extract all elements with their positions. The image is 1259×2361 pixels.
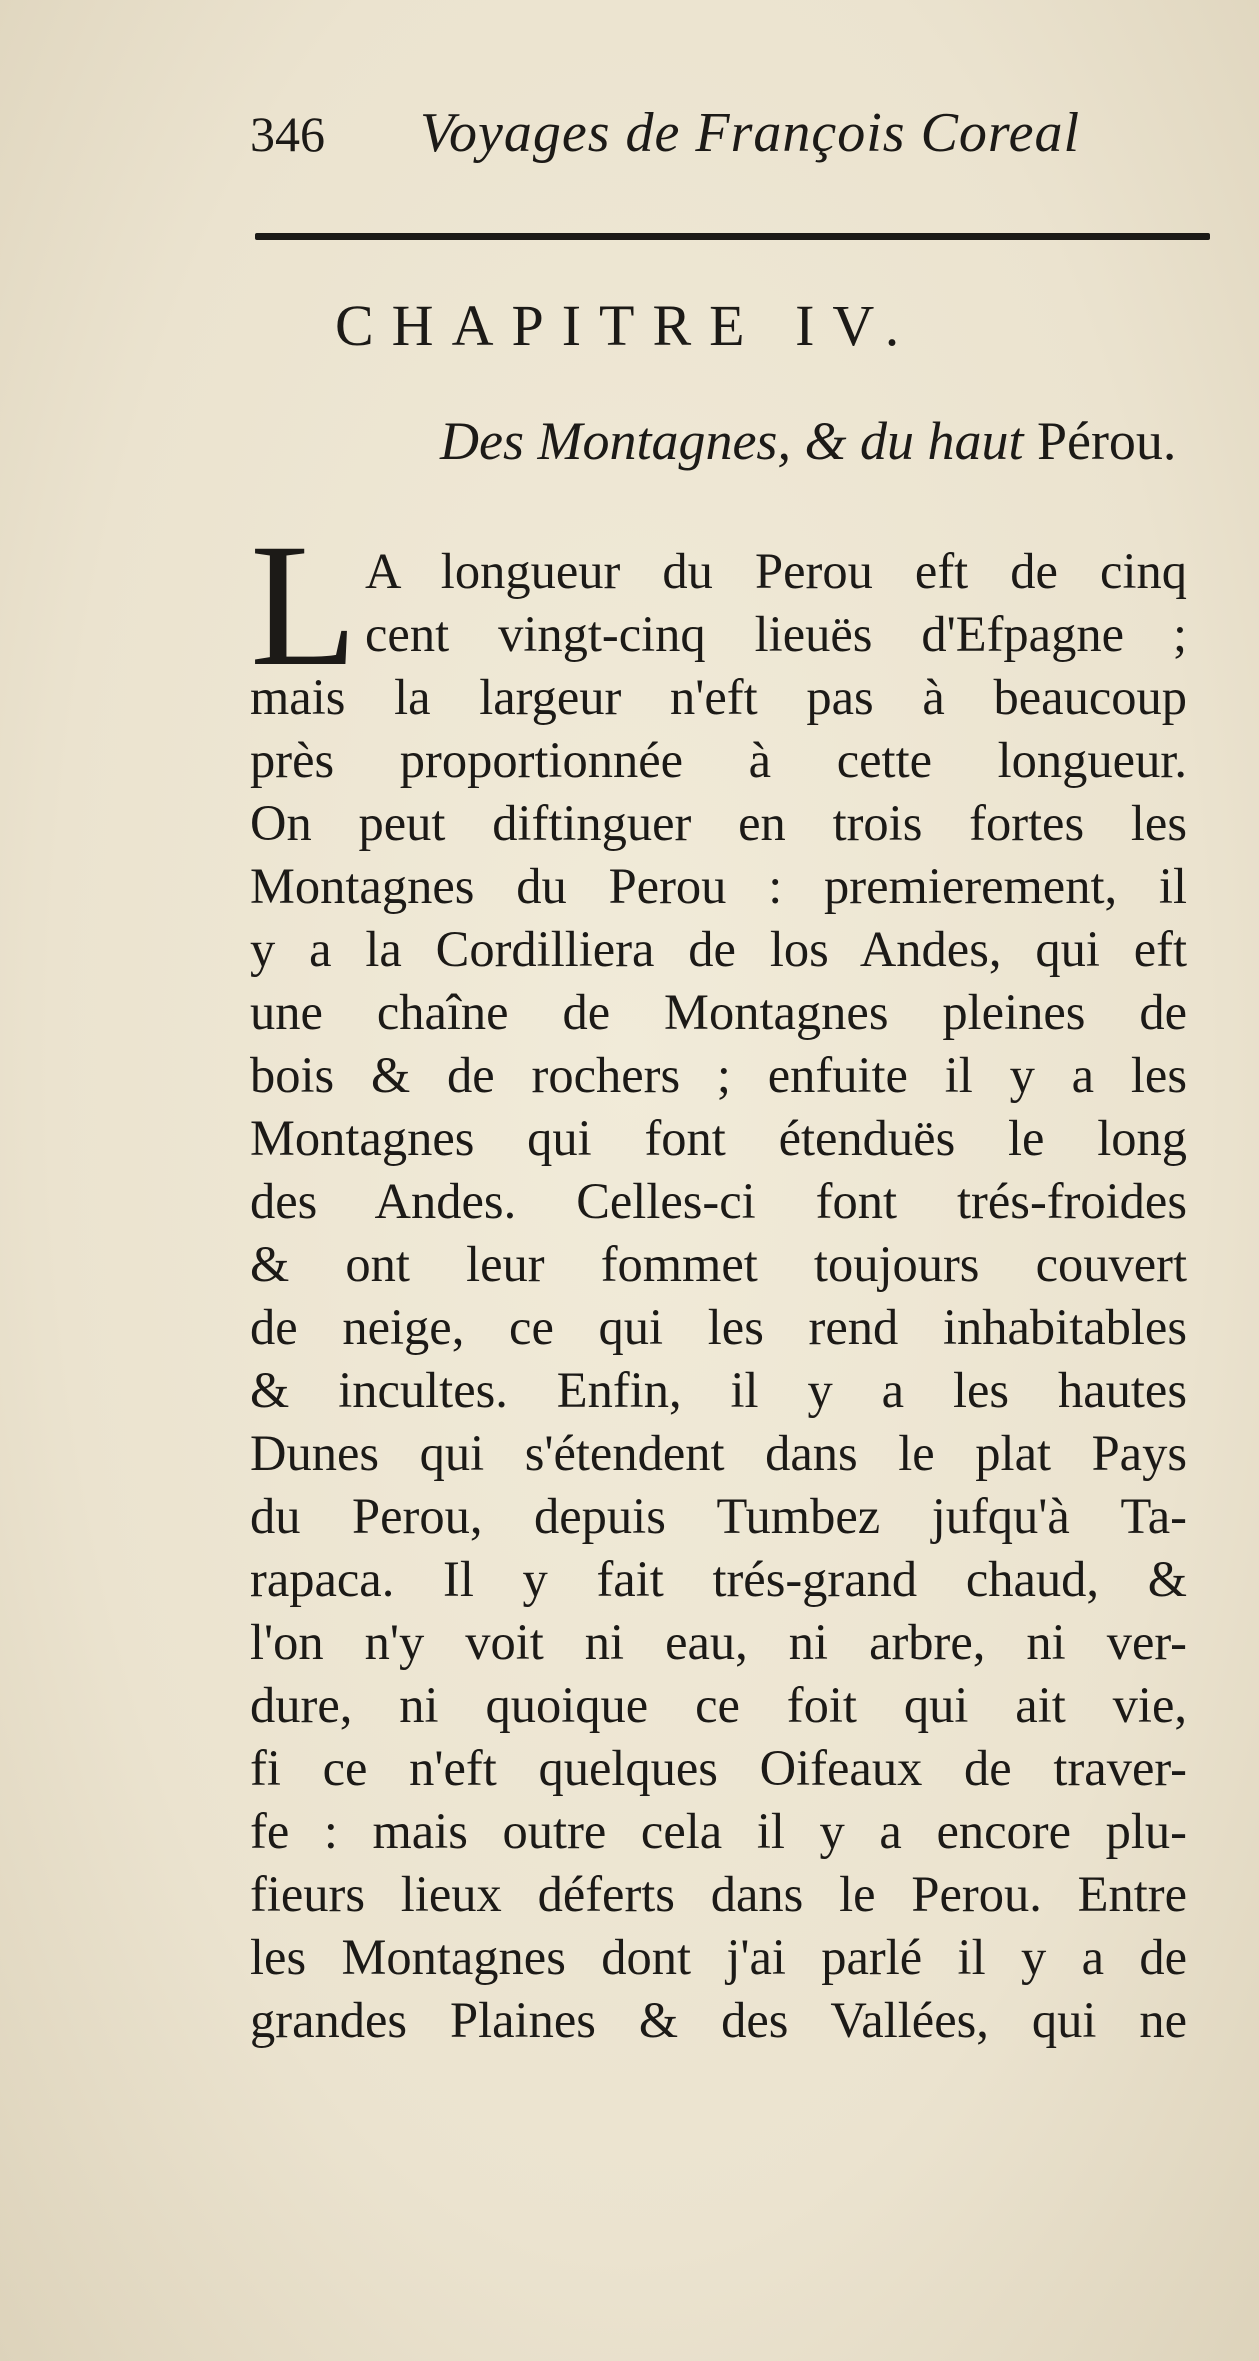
running-title: Voyages de François Coreal bbox=[420, 102, 1081, 164]
text-line: des Andes. Celles-ci font trés-froides bbox=[250, 1173, 1187, 1229]
text-line: dure, ni quoique ce foit qui ait vie, bbox=[250, 1677, 1187, 1733]
text-line: du Perou, depuis Tumbez jufqu'à Ta- bbox=[250, 1488, 1187, 1544]
text-line: y a la Cordilliera de los Andes, qui eft bbox=[250, 921, 1187, 977]
text-line: près proportionnée à cette longueur. bbox=[250, 732, 1187, 788]
text-line: Dunes qui s'étendent dans le plat Pays bbox=[250, 1425, 1187, 1481]
text-line: l'on n'y voit ni eau, ni arbre, ni ver- bbox=[250, 1614, 1187, 1670]
text-line: fe : mais outre cela il y a encore plu- bbox=[250, 1803, 1187, 1859]
chapter-heading: CHAPITRE IV. bbox=[335, 293, 918, 358]
text-line: rapaca. Il y fait trés-grand chaud, & bbox=[250, 1551, 1187, 1607]
text-line: fieurs lieux déferts dans le Perou. Entre bbox=[250, 1866, 1187, 1922]
text-line: fi ce n'eft quelques Oifeaux de traver- bbox=[250, 1740, 1187, 1796]
text-line: & incultes. Enfin, il y a les hautes bbox=[250, 1362, 1187, 1418]
drop-cap: L bbox=[250, 508, 358, 703]
text-line: de neige, ce qui les rend inhabitables bbox=[250, 1299, 1187, 1355]
chapter-subtitle-roman: Pérou. bbox=[1036, 411, 1177, 471]
text-line: A longueur du Perou eft de cinq bbox=[365, 543, 1187, 599]
text-line: Montagnes qui font étenduës le long bbox=[250, 1110, 1187, 1166]
text-line: bois & de rochers ; enfuite il y a les bbox=[250, 1047, 1187, 1103]
chapter-subtitle-italic: Des Montagnes, & du haut bbox=[440, 411, 1024, 471]
text-line: & ont leur fommet toujours couvert bbox=[250, 1236, 1187, 1292]
text-line: les Montagnes dont j'ai parlé il y a de bbox=[250, 1929, 1187, 1985]
text-line: Montagnes du Perou : premierement, il bbox=[250, 858, 1187, 914]
text-line: On peut diftinguer en trois fortes les bbox=[250, 795, 1187, 851]
text-line: une chaîne de Montagnes pleines de bbox=[250, 984, 1187, 1040]
text-line: grandes Plaines & des Vallées, qui ne bbox=[250, 1992, 1187, 2048]
page-number: 346 bbox=[250, 106, 325, 162]
text-line: cent vingt-cinq lieuës d'Efpagne ; bbox=[365, 606, 1187, 662]
text-line: mais la largeur n'eft pas à beaucoup bbox=[250, 669, 1187, 725]
